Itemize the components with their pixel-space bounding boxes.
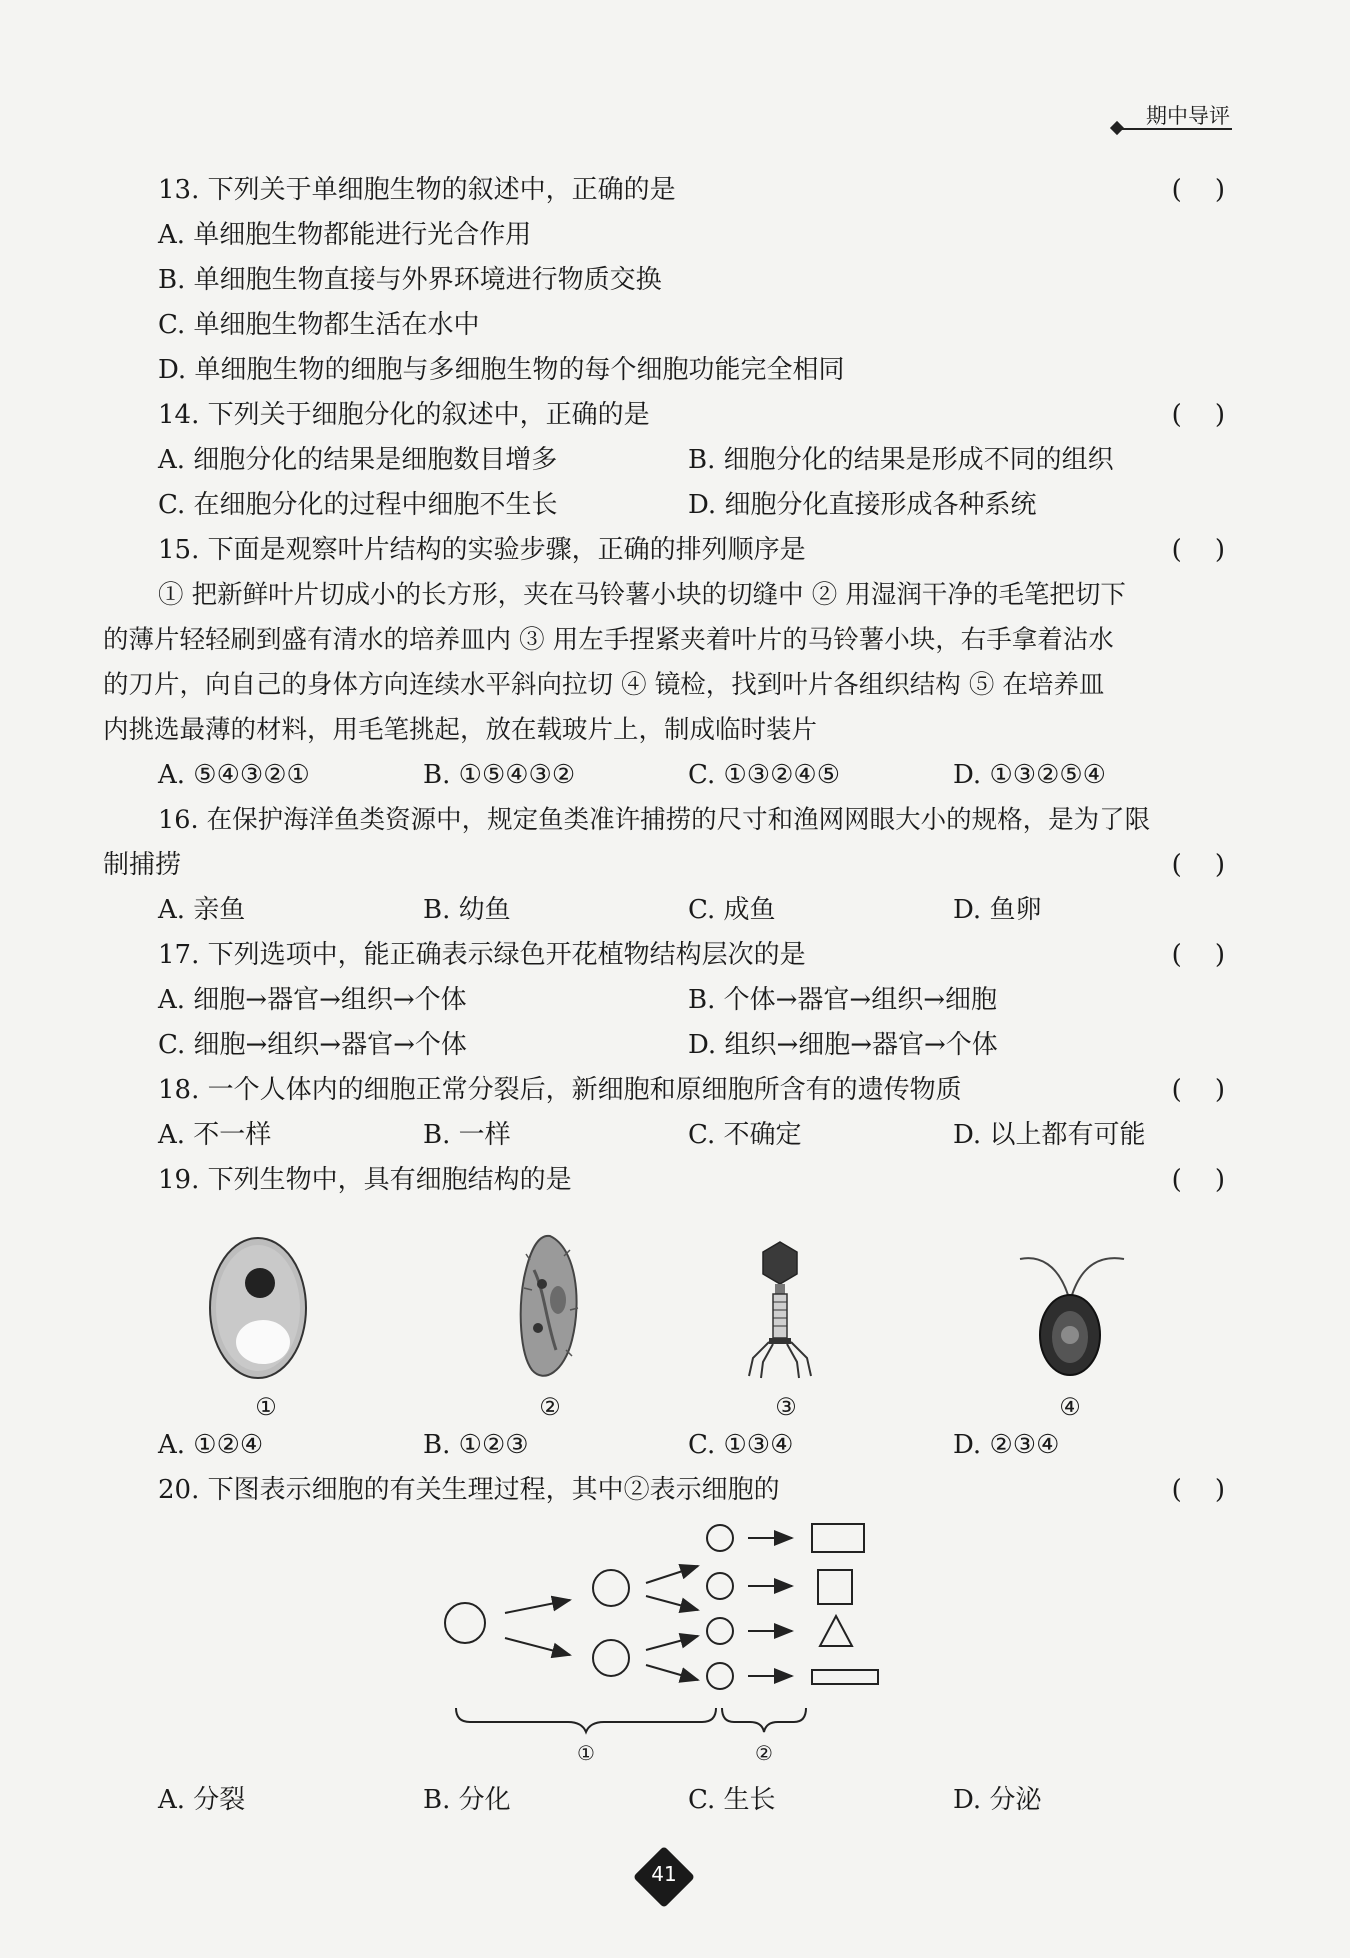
q20-option-d: D. 分泌 <box>953 1785 1042 1815</box>
q19-answer-blank[interactable]: ( ) <box>1171 1165 1225 1195</box>
q20-option-a: A. 分裂 <box>158 1785 246 1815</box>
q14-option-c: C. 在细胞分化的过程中细胞不生长 <box>158 490 558 520</box>
q14-option-b: B. 细胞分化的结果是形成不同的组织 <box>688 445 1114 475</box>
q16-option-d: D. 鱼卵 <box>953 895 1042 925</box>
page-number-badge <box>642 1855 686 1899</box>
q19-option-d: D. ②③④ <box>953 1430 1060 1460</box>
q13-option-b: B. 单细胞生物直接与外界环境进行物质交换 <box>158 265 662 295</box>
cell-process-diagram <box>420 1510 900 1740</box>
q15-body-line: ① 把新鲜叶片切成小的长方形，夹在马铃薯小块的切缝中 ② 用湿润干净的毛笔把切下 <box>158 580 1126 610</box>
q13-stem: 13. 下列关于单细胞生物的叙述中，正确的是 <box>158 175 676 205</box>
q20-answer-blank[interactable]: ( ) <box>1171 1475 1225 1505</box>
q13-option-a: A. 单细胞生物都能进行光合作用 <box>158 220 532 250</box>
q13-answer-blank[interactable]: ( ) <box>1171 175 1225 205</box>
q18-option-d: D. 以上都有可能 <box>953 1120 1146 1150</box>
q19-option-b: B. ①②③ <box>423 1430 529 1460</box>
cell-illustration <box>205 1235 315 1385</box>
q17-option-d: D. 组织→细胞→器官→个体 <box>688 1030 998 1060</box>
bacteriophage-illustration <box>745 1238 815 1383</box>
q16-stem-cont: 制捕捞 <box>103 850 182 880</box>
q15-body-line: 的薄片轻轻刷到盛有清水的培养皿内 ③ 用左手捏紧夹着叶片的马铃薯小块，右手拿着沾水 <box>103 625 1114 655</box>
q15-option-c: C. ①③②④⑤ <box>688 760 841 790</box>
q20-option-c: C. 生长 <box>688 1785 776 1815</box>
q15-option-a: A. ⑤④③②① <box>158 760 310 790</box>
q16-option-b: B. 幼鱼 <box>423 895 511 925</box>
q19-option-a: A. ①②④ <box>158 1430 264 1460</box>
q18-answer-blank[interactable]: ( ) <box>1171 1075 1225 1105</box>
q18-option-c: C. 不确定 <box>688 1120 802 1150</box>
diagram-label-2: ② <box>755 1741 773 1765</box>
q15-stem: 15. 下面是观察叶片结构的实验步骤，正确的排列顺序是 <box>158 535 806 565</box>
section-title: 期中导评 <box>1146 104 1230 128</box>
q20-stem: 20. 下图表示细胞的有关生理过程，其中②表示细胞的 <box>158 1475 780 1505</box>
q19-stem: 19. 下列生物中，具有细胞结构的是 <box>158 1165 572 1195</box>
q14-stem: 14. 下列关于细胞分化的叙述中，正确的是 <box>158 400 650 430</box>
paramecium-illustration <box>510 1230 590 1390</box>
q14-option-a: A. 细胞分化的结果是细胞数目增多 <box>158 445 558 475</box>
q15-body-line: 的刀片，向自己的身体方向连续水平斜向拉切 ④ 镜检，找到叶片各组织结构 ⑤ 在培养皿 <box>103 670 1105 700</box>
q16-option-c: C. 成鱼 <box>688 895 776 925</box>
q14-answer-blank[interactable]: ( ) <box>1171 400 1225 430</box>
diagram-label-1: ① <box>577 1741 595 1765</box>
q17-option-a: A. 细胞→器官→组织→个体 <box>158 985 467 1015</box>
q17-option-b: B. 个体→器官→组织→细胞 <box>688 985 997 1015</box>
figure-label-1: ① <box>255 1393 277 1421</box>
q16-answer-blank[interactable]: ( ) <box>1171 850 1225 880</box>
q19-option-c: C. ①③④ <box>688 1430 794 1460</box>
q16-stem: 16. 在保护海洋鱼类资源中，规定鱼类准许捕捞的尺寸和渔网网眼大小的规格，是为了限 <box>158 805 1151 835</box>
q18-option-b: B. 一样 <box>423 1120 511 1150</box>
q15-option-b: B. ①⑤④③② <box>423 760 576 790</box>
q17-option-c: C. 细胞→组织→器官→个体 <box>158 1030 467 1060</box>
q14-option-d: D. 细胞分化直接形成各种系统 <box>688 490 1037 520</box>
q13-option-c: C. 单细胞生物都生活在水中 <box>158 310 480 340</box>
chlamydomonas-illustration <box>1000 1245 1140 1385</box>
q17-answer-blank[interactable]: ( ) <box>1171 940 1225 970</box>
q15-body-line: 内挑选最薄的材料，用毛笔挑起，放在载玻片上，制成临时装片 <box>103 715 818 745</box>
figure-label-2: ② <box>539 1393 561 1421</box>
q13-option-d: D. 单细胞生物的细胞与多细胞生物的每个细胞功能完全相同 <box>158 355 845 385</box>
q18-stem: 18. 一个人体内的细胞正常分裂后，新细胞和原细胞所含有的遗传物质 <box>158 1075 962 1105</box>
page-number: 41 <box>651 1862 677 1886</box>
q15-option-d: D. ①③②⑤④ <box>953 760 1106 790</box>
figure-label-3: ③ <box>775 1393 797 1421</box>
figure-label-4: ④ <box>1059 1393 1081 1421</box>
q15-answer-blank[interactable]: ( ) <box>1171 535 1225 565</box>
header-rule <box>1117 128 1232 130</box>
q18-option-a: A. 不一样 <box>158 1120 272 1150</box>
q16-option-a: A. 亲鱼 <box>158 895 246 925</box>
q20-option-b: B. 分化 <box>423 1785 511 1815</box>
q17-stem: 17. 下列选项中，能正确表示绿色开花植物结构层次的是 <box>158 940 806 970</box>
